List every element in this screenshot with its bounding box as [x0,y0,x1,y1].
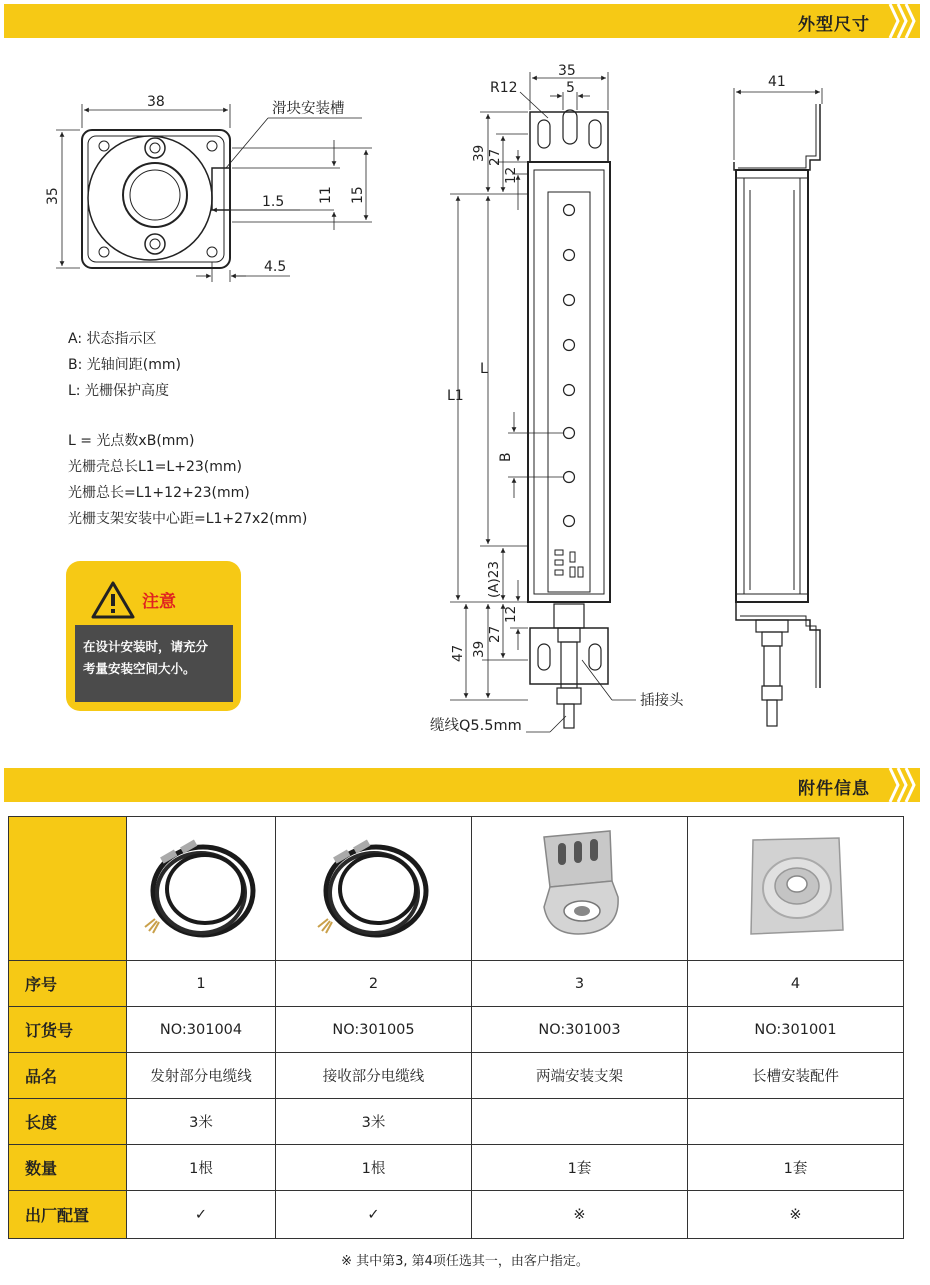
caution-body-line-1: 在设计安装时，请充分 [83,639,209,654]
cell-quantity: 1套 [472,1145,688,1191]
table-row-name [9,1053,904,1099]
dim-front-width: 35 [558,63,576,79]
dim-front-A23: (A)23 [486,561,502,598]
cable-label: 缆线Q5.5mm [430,718,522,734]
section-title-accessories: 附件信息 [798,779,870,799]
legend-formula-l1: 光栅壳总长L1=L+23(mm) [68,459,242,475]
side-view-drawing [734,88,822,726]
image-row-header [9,817,127,961]
dim-front-27-top: 27 [487,148,503,166]
cell-name: 长槽安装配件 [688,1053,904,1099]
row-header-quantity: 数量 [9,1145,127,1191]
dim-front-L: L [480,361,488,377]
caution-box [66,561,241,711]
cell-factory-check-icon: ✓ [127,1191,276,1239]
dim-front-39-bottom: 39 [471,640,487,658]
row-header-order-no: 订货号 [9,1007,127,1053]
dim-front-slot: 5 [566,80,575,96]
row-header-index: 序号 [9,961,127,1007]
cell-name: 两端安装支架 [472,1053,688,1099]
row-header-name: 品名 [9,1053,127,1099]
table-row-quantity [9,1145,904,1191]
table-row-index [9,961,904,1007]
dim-front-12-bottom: 12 [503,605,519,623]
legend-formula-l: L = 光点数xB(mm) [68,433,195,449]
cell-order-no: NO:301003 [472,1007,688,1053]
cell-length: 3米 [127,1099,276,1145]
caution-body [75,625,233,702]
cell-index: 2 [276,961,472,1007]
cell-length [472,1099,688,1145]
row-header-factory: 出厂配置 [9,1191,127,1239]
cell-order-no: NO:301001 [688,1007,904,1053]
caution-body-line-2: 考量安装空间大小。 [83,661,196,676]
legend-line-a: A: 状态指示区 [68,331,157,347]
cable-coil-image [141,827,261,947]
cable-coil-image [314,827,434,947]
cell-factory-check-icon: ✓ [276,1191,472,1239]
connector-label: 插接头 [640,693,684,709]
table-row-order-no [9,1007,904,1053]
accessories-table [8,816,904,1239]
dim-front-39-top: 39 [471,144,487,162]
cell-factory-reference-icon: ※ [688,1191,904,1239]
section-title-dimensions: 外型尺寸 [798,15,870,35]
cell-index: 3 [472,961,688,1007]
legend-formula-total: 光栅总长=L1+12+23(mm) [68,485,250,501]
product-image-cell [472,817,688,961]
dim-top-15: 15 [350,186,366,204]
dim-top-4-5: 4.5 [264,259,287,275]
table-row-images [9,817,904,961]
cell-length [688,1099,904,1145]
cell-quantity: 1套 [688,1145,904,1191]
l-bracket-image [530,827,630,947]
dim-front-47: 47 [450,644,466,662]
dim-front-12-top: 12 [503,166,519,184]
dim-front-radius: R12 [490,80,518,96]
slot-mount-label: 滑块安装槽 [272,101,345,117]
cell-order-no: NO:301005 [276,1007,472,1053]
section-header-accessories [4,768,920,802]
product-image-cell [688,817,904,961]
dim-front-L1: L1 [447,388,464,404]
cell-index: 4 [688,961,904,1007]
dim-side-width: 41 [768,74,786,90]
cell-name: 接收部分电缆线 [276,1053,472,1099]
caution-title: 注意 [142,592,176,612]
front-view-drawing [450,72,636,732]
dim-top-width: 38 [147,94,165,110]
footnote: ※ 其中第3, 第4项任选其一，由客户指定。 [341,1254,589,1269]
dim-top-height: 35 [45,187,61,205]
table-row-length [9,1099,904,1145]
table-row-factory [9,1191,904,1239]
slot-mount-plate-image [741,832,851,942]
formula-legend [68,326,307,532]
product-image-cell [276,817,472,961]
cell-order-no: NO:301004 [127,1007,276,1053]
legend-formula-bracket: 光栅支架安装中心距=L1+27x2(mm) [68,511,308,527]
stripes-decoration-icon [882,768,918,802]
legend-line-l: L: 光栅保护高度 [68,383,169,399]
cell-factory-reference-icon: ※ [472,1191,688,1239]
cell-index: 1 [127,961,276,1007]
dim-top-1-5: 1.5 [262,194,285,210]
cell-quantity: 1根 [276,1145,472,1191]
cell-quantity: 1根 [127,1145,276,1191]
product-image-cell [127,817,276,961]
legend-line-b: B: 光轴间距(mm) [68,357,181,373]
row-header-length: 长度 [9,1099,127,1145]
dim-front-27-bottom: 27 [487,625,503,643]
dim-front-B: B [498,452,514,462]
dim-top-11: 11 [318,186,334,204]
cell-name: 发射部分电缆线 [127,1053,276,1099]
cell-length: 3米 [276,1099,472,1145]
